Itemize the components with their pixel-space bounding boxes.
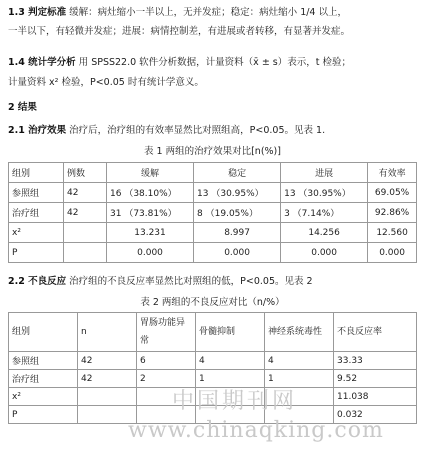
table-cell: 42 [64,183,107,203]
table-cell: P [9,406,78,424]
table-row [9,183,417,203]
stats-text-1: 用 SPSS22.0 软件分析数据，计量资料（x̄ ± s）表示，t 检验； [78,57,351,68]
table-cell: 31 （73.81%） [107,203,194,223]
criteria-heading: 1.3 判定标准 [8,7,67,18]
criteria-line-1 [8,6,347,20]
table-cell [64,223,107,243]
table-cell: 0.032 [334,406,417,424]
header-cell: 神经系统毒性 [265,313,334,352]
watermark-url: www.chinaqking.com [128,418,384,443]
criteria-text-2: 一半以下，有轻微并发症；进展：病情控制差，有进展或者转移，有显著并发症。 [8,26,351,37]
table-cell: 1 [196,370,265,388]
header-cell: 缓解 [107,163,194,183]
table-cell: 治疗组 [9,203,64,223]
table-cell: 12.560 [368,223,417,243]
table-header-row [9,163,417,183]
adverse-line [8,275,313,289]
table-cell: 参照组 [9,352,78,370]
table2-caption: 表 2 两组的不良反应对比（n/%） [140,297,285,308]
efficacy-line [8,124,325,138]
efficacy-text: 治疗后，治疗组的有效率显然比对照组高，P<0.05。见表 1. [69,125,326,136]
table-cell: 4 [196,352,265,370]
table-header-row [9,313,417,352]
table-cell: 13.231 [107,223,194,243]
table-cell: x² [9,223,64,243]
criteria-text-1: 缓解：病灶缩小一半以上，无并发症；稳定：病灶缩小 1/4 以上， [69,7,348,18]
table-row [9,352,417,370]
table-cell: 9.52 [334,370,417,388]
table-cell: 8.997 [194,223,281,243]
header-cell: 胃肠功能异常 [137,313,196,352]
header-cell: 稳定 [194,163,281,183]
table-cell: 0.000 [107,243,194,263]
table-cell: 治疗组 [9,370,78,388]
table-cell [78,388,137,406]
header-cell: n [78,313,137,352]
table-cell: 4 [265,352,334,370]
table-cell: 16 （38.10%） [107,183,194,203]
adverse-heading: 2.2 不良反应 [8,276,67,287]
header-cell: 不良反应率 [334,313,417,352]
table-cell: 69.05% [368,183,417,203]
table-cell: 6 [137,352,196,370]
header-cell: 组别 [9,313,78,352]
table-cell: 2 [137,370,196,388]
efficacy-heading: 2.1 治疗效果 [8,125,67,136]
table1-caption: 表 1 两组的治疗效果对比[n(%)] [144,146,281,157]
header-cell: 进展 [281,163,368,183]
table-row [9,203,417,223]
table-cell: 8 （19.05%） [194,203,281,223]
table-cell: P [9,243,64,263]
table-row [9,223,417,243]
table-cell: 11.038 [334,388,417,406]
watermark-title: 中国期刊网 [172,389,298,414]
header-cell: 例数 [64,163,107,183]
table1 [8,162,417,263]
section-2-heading: 2 结果 [8,102,37,113]
table-cell: 13 （30.95%） [194,183,281,203]
table-cell: 42 [78,352,137,370]
stats-text-2: 计量资料 x² 检验，P<0.05 时有统计学意义。 [8,77,204,88]
table-cell: 92.86% [368,203,417,223]
table-cell: 0.000 [194,243,281,263]
table-cell: 0.000 [281,243,368,263]
table-cell: x² [9,388,78,406]
stats-line-1 [8,56,351,70]
table-row [9,243,417,263]
table-cell [64,243,107,263]
header-cell: 组别 [9,163,64,183]
table-cell: 0.000 [368,243,417,263]
table-cell: 3 （7.14%） [281,203,368,223]
stats-heading: 1.4 统计学分析 [8,57,76,68]
table-cell: 参照组 [9,183,64,203]
table-cell: 13 （30.95%） [281,183,368,203]
table-cell: 14.256 [281,223,368,243]
table-cell: 33.33 [334,352,417,370]
header-cell: 骨髓抑制 [196,313,265,352]
table-cell: 42 [78,370,137,388]
table-cell: 42 [64,203,107,223]
adverse-text: 治疗组的不良反应率显然比对照组的低，P<0.05。见表 2 [69,276,313,287]
header-cell: 有效率 [368,163,417,183]
table-cell: 1 [265,370,334,388]
